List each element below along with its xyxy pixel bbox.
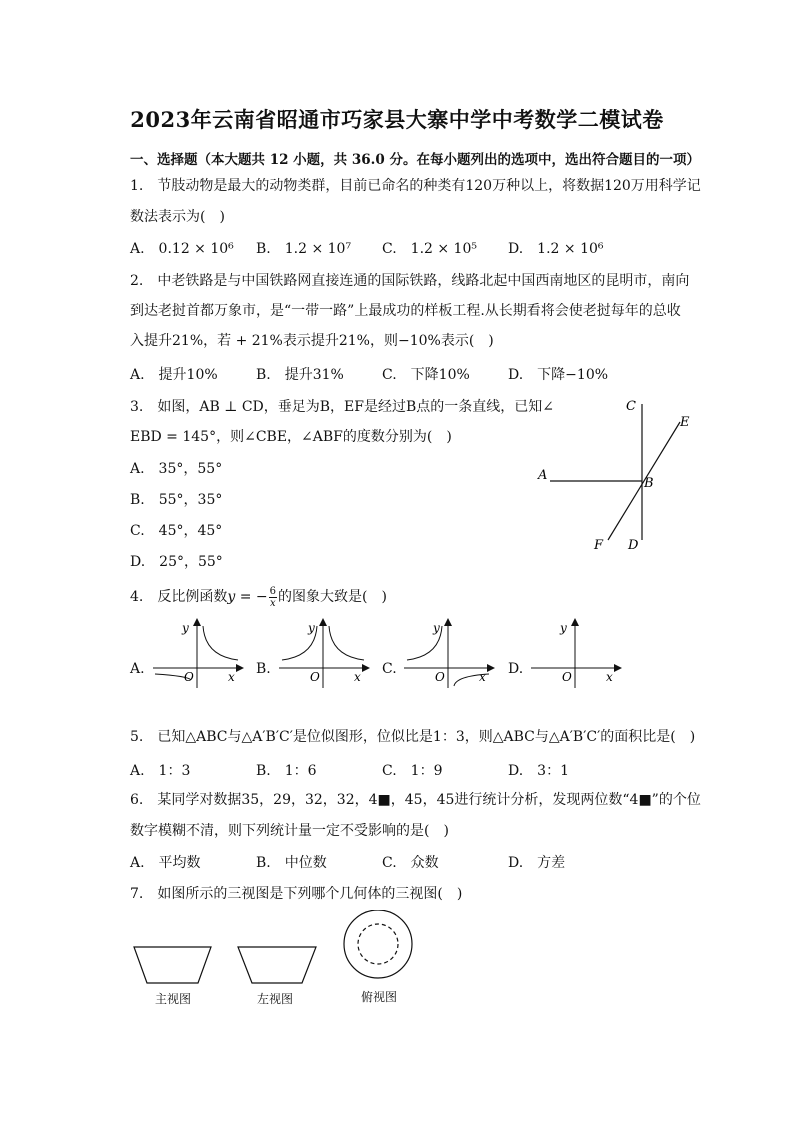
q3-option-d[interactable]: D. 25°，55° — [130, 554, 223, 570]
axis-x: x — [606, 670, 613, 684]
axis-x: x — [479, 670, 486, 684]
label-d: D — [628, 538, 639, 553]
origin-label: O — [184, 670, 194, 684]
caption-front-view: 主视图 — [154, 992, 191, 1006]
origin-label: O — [435, 670, 445, 684]
q1-option-d[interactable]: D. 1.2 × 10⁶ — [508, 241, 604, 257]
origin-label: O — [310, 670, 320, 684]
q2-option-a[interactable]: A. 提升10% — [130, 367, 218, 383]
question-2-line-1: 2. 中老铁路是与中国铁路网直接连通的国际铁路，线路北起中国西南地区的昆明市，南向 — [130, 273, 690, 289]
q3-option-b[interactable]: B. 55°，35° — [130, 492, 223, 508]
q4-graph-a[interactable] — [150, 618, 245, 690]
question-2-line-2: 到达老挝首都万象市，是“一带一路”上最成功的样板工程.从长期看将会使老挝每年的总收 — [130, 303, 681, 319]
question-7-line: 7. 如图所示的三视图是下列哪个几何体的三视图( ) — [130, 886, 463, 902]
label-f: F — [594, 538, 604, 553]
q4-graph-b[interactable] — [276, 618, 371, 690]
q4-option-d[interactable]: D. — [508, 661, 524, 677]
q4-denominator: x — [270, 597, 276, 609]
section-heading: 一、选择题（本大题共 12 小题，共 36.0 分。在每小题列出的选项中，选出符合题目的一项） — [130, 152, 700, 168]
q4-suffix: 的图象大致是( ) — [278, 589, 387, 605]
q2-option-c[interactable]: C. 下降10% — [382, 367, 470, 383]
label-b: B — [644, 476, 654, 491]
q4-option-c[interactable]: C. — [382, 661, 397, 677]
question-6-line-2: 数字模糊不清，则下列统计量一定不受影响的是( ) — [130, 823, 449, 839]
q2-option-d[interactable]: D. 下降−10% — [508, 367, 609, 383]
q1-option-b[interactable]: B. 1.2 × 10⁷ — [256, 241, 352, 257]
page-title: 2023年云南省昭通市巧家县大寨中学中考数学二模试卷 — [130, 107, 664, 132]
q4-graph-c[interactable] — [401, 618, 496, 690]
q4-prefix: 4. 反比例函数 — [130, 589, 228, 605]
q1-option-c[interactable]: C. 1.2 × 10⁵ — [382, 241, 477, 257]
question-1-line-1: 1. 节肢动物是最大的动物类群，目前已命名的种类有120万种以上，将数据120万用科学记 — [130, 178, 701, 194]
caption-side-view: 左视图 — [256, 992, 293, 1006]
q5-option-b[interactable]: B. 1：6 — [256, 763, 317, 779]
q4-formula-lhs: y = − — [227, 589, 268, 605]
q5-option-c[interactable]: C. 1：9 — [382, 763, 443, 779]
question-2-line-3: 入提升21%，若 + 21%表示提升21%，则−10%表示( ) — [130, 333, 494, 349]
label-a: A — [538, 468, 548, 483]
axis-y: y — [308, 621, 315, 635]
question-6-line-1: 6. 某同学对数据35，29，32，32，4■，45，45进行统计分析，发现两位数“4■”的个位 — [130, 792, 701, 808]
q6-option-b[interactable]: B. 中位数 — [256, 855, 327, 871]
q4-graph-d[interactable] — [528, 618, 623, 690]
axis-y: y — [433, 621, 440, 635]
question-5-line: 5. 已知△ABC与△A′B′C′是位似图形，位似比是1：3，则△ABC与△A′B′C′的面积比是( ) — [130, 729, 696, 745]
axis-x: x — [228, 670, 235, 684]
question-1-line-2: 数法表示为( ) — [130, 209, 225, 225]
q3-option-c[interactable]: C. 45°，45° — [130, 523, 223, 539]
q6-option-c[interactable]: C. 众数 — [382, 855, 439, 871]
question-3-line-2: EBD = 145°，则∠CBE，∠ABF的度数分别为( ) — [130, 429, 452, 445]
label-c: C — [626, 399, 636, 414]
q3-option-a[interactable]: A. 35°，55° — [130, 461, 223, 477]
question-4-line — [130, 581, 387, 613]
axis-y: y — [182, 621, 189, 635]
question-3-line-1: 3. 如图，AB ⊥ CD，垂足为B，EF是经过B点的一条直线，已知∠ — [130, 399, 554, 415]
q6-option-d[interactable]: D. 方差 — [508, 855, 566, 871]
side-view-trapezoid — [238, 947, 316, 983]
axis-y: y — [560, 621, 567, 635]
q4-fraction — [269, 586, 277, 609]
q4-numerator: 6 — [269, 585, 277, 597]
q4-option-a[interactable]: A. — [130, 661, 145, 677]
top-view-outer-circle — [344, 910, 412, 978]
label-e: E — [680, 415, 690, 430]
q2-option-b[interactable]: B. 提升31% — [256, 367, 344, 383]
q6-option-a[interactable]: A. 平均数 — [130, 855, 201, 871]
q1-option-a[interactable]: A. 0.12 × 10⁶ — [130, 241, 234, 257]
top-view-hidden-circle — [358, 924, 398, 964]
axis-x: x — [354, 670, 361, 684]
q5-option-d[interactable]: D. 3：1 — [508, 763, 569, 779]
q4-option-b[interactable]: B. — [256, 661, 271, 677]
front-view-trapezoid — [134, 947, 211, 983]
caption-top-view: 俯视图 — [360, 990, 397, 1004]
origin-label: O — [562, 670, 572, 684]
q5-option-a[interactable]: A. 1：3 — [130, 763, 191, 779]
q3-geometry-figure — [530, 392, 710, 557]
